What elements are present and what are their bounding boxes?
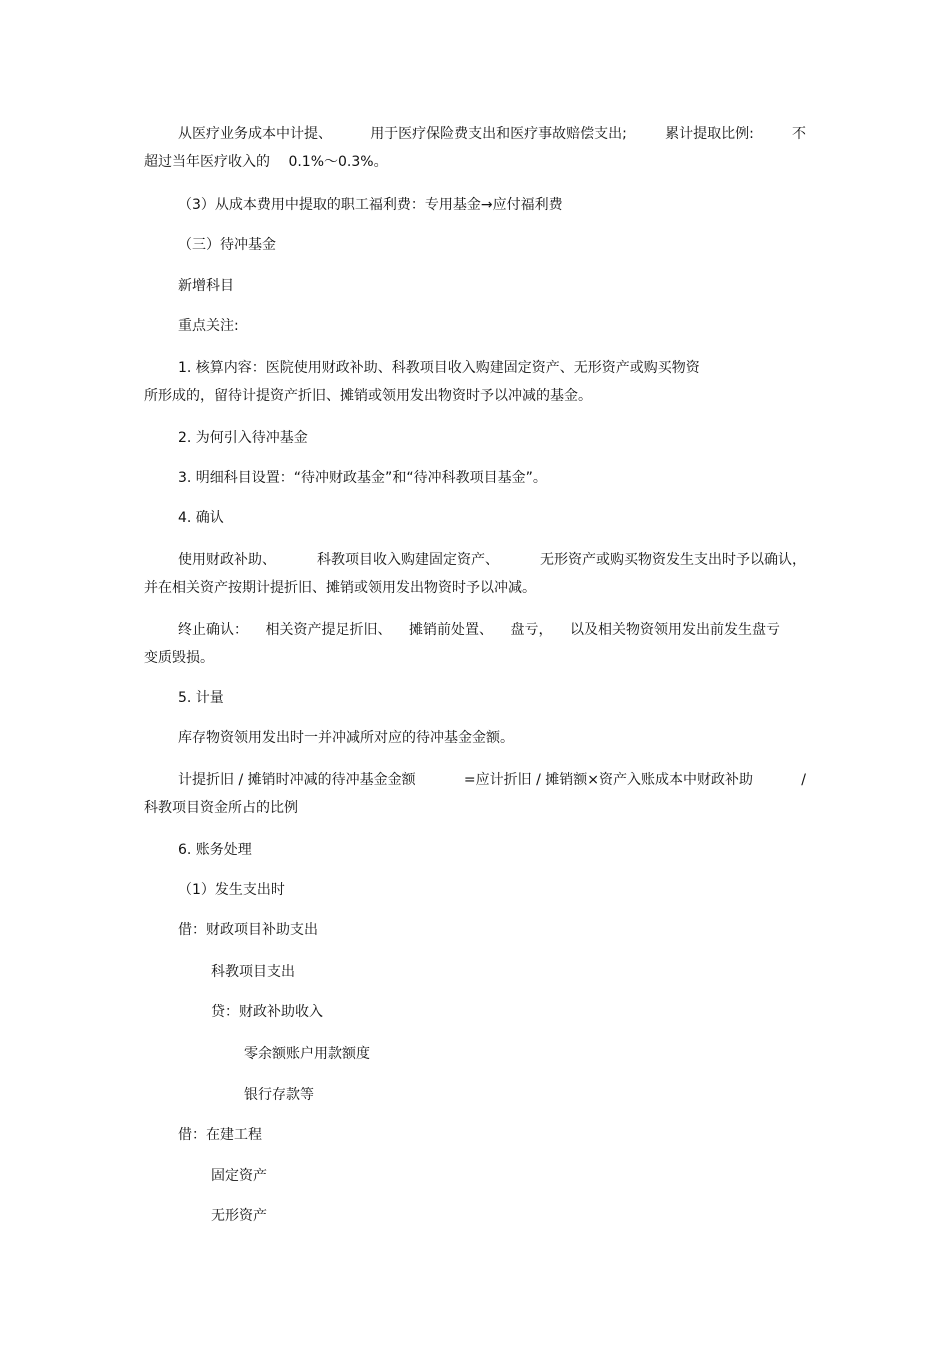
journal-credit-sub-1: 零余额账户用款额度 xyxy=(244,1046,370,1062)
paragraph-line-6: 重点关注: xyxy=(178,318,239,334)
list-item-6: 6. 账务处理 xyxy=(178,842,252,858)
paragraph-line-2: 超过当年医疗收入的 0.1%～0.3%。 xyxy=(144,154,388,170)
paragraph-line-5: 新增科目 xyxy=(178,278,234,294)
paragraph-line-13: 并在相关资产按期计提折旧、摊销或领用发出物资时予以冲减。 xyxy=(144,580,536,596)
journal-debit-2: 借：在建工程 xyxy=(178,1127,262,1143)
journal-credit: 贷：财政补助收入 xyxy=(211,1004,323,1020)
journal-debit-2-sub-1: 固定资产 xyxy=(211,1168,267,1184)
list-item-3: 3. 明细科目设置：“待冲财政基金”和“待冲科教项目基金”。 xyxy=(178,470,547,486)
paragraph-line-3: （3）从成本费用中提取的职工福利费：专用基金→应付福利费 xyxy=(178,197,563,213)
section-heading: （三）待冲基金 xyxy=(178,237,276,253)
paragraph-line-1: 从医疗业务成本中计提、 用于医疗保险费支出和医疗事故赔偿支出; 累计提取比例: 不 xyxy=(178,126,806,142)
paragraph-line-21: （1）发生支出时 xyxy=(178,882,285,898)
paragraph-line-18: 计提折旧 / 摊销时冲减的待冲基金金额 =应计折旧 / 摊销额×资产入账成本中财政补助 / xyxy=(178,772,806,788)
paragraph-line-19: 科教项目资金所占的比例 xyxy=(144,800,298,816)
paragraph-line-14: 终止确认： 相关资产提足折旧、 摊销前处置、 盘亏， 以及相关物资领用发出前发生盘亏 xyxy=(178,622,780,638)
journal-debit-1: 借：财政项目补助支出 xyxy=(178,922,318,938)
journal-credit-sub-2: 银行存款等 xyxy=(244,1087,314,1103)
journal-debit-2-sub-2: 无形资产 xyxy=(211,1208,267,1224)
journal-debit-1-sub: 科教项目支出 xyxy=(211,964,295,980)
paragraph-line-12: 使用财政补助、 科教项目收入购建固定资产、 无形资产或购买物资发生支出时予以确认， xyxy=(178,552,806,568)
paragraph-line-15: 变质毁损。 xyxy=(144,650,214,666)
list-item-5: 5. 计量 xyxy=(178,690,224,706)
paragraph-line-8: 所形成的，留待计提资产折旧、摊销或领用发出物资时予以冲减的基金。 xyxy=(144,388,592,404)
list-item-1: 1. 核算内容：医院使用财政补助、科教项目收入购建固定资产、无形资产或购买物资 xyxy=(178,360,700,376)
list-item-4: 4. 确认 xyxy=(178,510,224,526)
list-item-2: 2. 为何引入待冲基金 xyxy=(178,430,308,446)
paragraph-line-17: 库存物资领用发出时一并冲减所对应的待冲基金金额。 xyxy=(178,730,514,746)
